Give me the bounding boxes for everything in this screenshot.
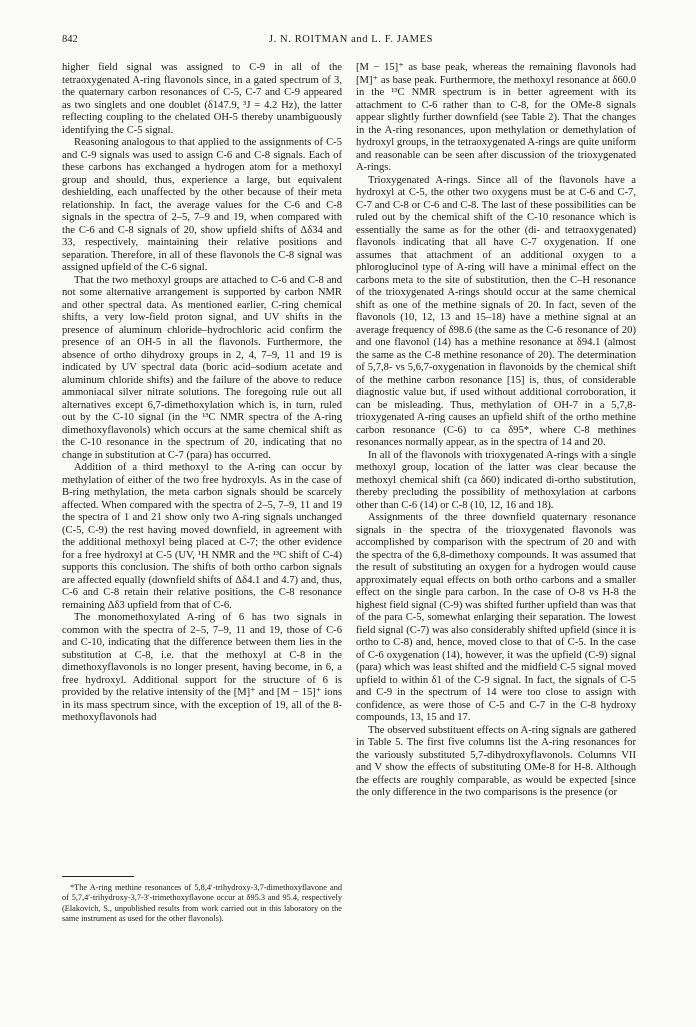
footnote: *The A-ring methine resonances of 5,8,4′-trihydroxy-3,7-dimethoxyflavone and of 5,7,4′-trihydroxy-3,7-3′-trimethoxyflavone occur at δ95.3 and 95.4, respectively (Elakovich, S., unpublished results from work carried out in this laboratory on the same instrument as used for the other flavonols). — [62, 883, 342, 923]
paragraph: Assignments of the three downfield quaternary resonance signals in the spectra of the trioxygenated flavonols was accomplished by comparison with the spectrum of 20 and with the spectra of the 6,8-dimethoxy compounds. It was assumed that the result of substituting an oxygen for a hydrogen would cause approximately equal effects on both ortho carbons and a smaller effect on the single para carbon. In the case of O-8 vs H-8 the highest field signal (C-9) was shifted further upfield than was that of the para C-5, somewhat enlarging their separation. The lowest field signal (C-7) was also considerably shifted upfield (since it is ortho to C-8) and, hence, moved close to that of C-5. In the case of C-6 oxygenation (14), however, it was the upfield (C-9) signal (para) which was least shifted and the midfield C-5 signal moved upfield to within δ1 of the C-9 signal. In fact, the signals of C-5 and C-9 in the spectrum of 14 were too close to assign with confidence, as were those of C-5 and C-7 in the C-8 hydroxy compounds, 13, 15 and 17. — [356, 512, 636, 723]
paragraph: Trioxygenated A-rings. Since all of the flavonols have a hydroxyl at C-5, the other two oxygens must be at C-6 and C-7, C-7 and C-8 or C-6 and C-8. The last of these possibilities can be ruled out by the chemical shift of the C-10 resonance which is essentially the same as for the other (di- and tetraoxygenated) flavonols indicating that all have C-7 oxygenation. If one assumes that attachment of an additional oxygen to a phloroglucinol type of A-ring will have a minimal effect on the carbons meta to the site of substitution, then the C–H resonance of the trioxygenated A-rings should occur at the same chemical shift as one of the methine signals of 20. In fact, seven of the flavonols (10, 12, 13 and 15–18) have a methine signal at an average frequency of δ98.6 (the same as the C-6 resonance of 20) and one flavonol (14) has a methine resonance at δ94.1 (almost the same as the C-8 methine resonance of 20). The determination of 5,7,8- vs 5,6,7-oxygenation in flavonoids by the chemical shift of the methine carbon resonance [15] is, thus, of considerable diagnostic value but, if used without additional corroboration, it can be misleading. Thus, methylation of OH-7 in a 5,7,8-trioxygenated A-ring causes an upfield shift of the ortho methine carbon resonance (C-6) to ca δ95*, where C-8 methines resonances normally appear, as in the spectra of 14 and 20. — [356, 174, 636, 448]
paragraph: The observed substituent effects on A-ring signals are gathered in Table 5. The first five columns list the A-ring resonances for the variously substituted 5,7-dihydroxyflavonols. Columns VII and V show the effects of substituting OMe-8 for H-8. Although the effects are roughly comparable, as would be expected [since the only difference in the two comparisons is the presence (or — [356, 724, 636, 798]
paragraph: That the two methoxyl groups are attached to C-6 and C-8 and not some alternative arrangement is supported by carbon NMR and other spectral data. As mentioned earlier, C-ring chemical shifts, a very low-field proton signal, and UV shifts in the presence of aluminum chloride–hydrochloric acid confirm the presence of an OH-5 in all the flavonols. Furthermore, the absence of ortho dihydroxy groups in 2, 4, 7–9, 11 and 19 is indicated by UV spectral data (boric acid–sodium acetate and aluminum chloride shifts) and the failure of the above to reduce ammoniacal silver nitrate solutions. The foregoing rule out all alternatives except 6,7-dimethoxylation which is, in turn, ruled out by the C-10 signal (in the ¹³C NMR spectra of the A-ring dimethoxyflavonols) which occurs at the same chemical shift as the C-10 resonance in the spectrum of 20, indicating that no change in substitution at C-7 (para) has occurred. — [62, 274, 342, 461]
page-header — [62, 34, 640, 48]
paragraph: Reasoning analogous to that applied to the assignments of C-5 and C-9 signals was used to assign C-6 and C-8 signals. Each of these carbons has exchanged a hydrogen atom for a methoxyl group and should, thus, experience a large, but equivalent deshielding, each unaffected by the other because of their meta relationship. In fact, the average values for the C-6 and C-8 signals in the spectra of 2–5, 7–9 and 19, when compared with the C-6 and C-8 signals of 20, show upfield shifts of Δδ34 and 33, respectively, maintaining their relative positions and separation. Therefore, in all of these flavonols the C-8 signal was assigned upfield of the C-6 signal. — [62, 137, 342, 273]
right-column — [356, 62, 636, 800]
paragraph: In all of the flavonols with trioxygenated A-rings with a single methoxyl group, location of the latter was clear because the methoxyl chemical shift (ca δ60) indicated di-ortho substitution, thereby precluding the possibility of methoxylation at carbons other than C-6 (14) or C-8 (10, 12, 16 and 18). — [356, 449, 636, 511]
footnote-rule — [62, 876, 134, 877]
left-column — [62, 62, 342, 725]
paragraph: [M − 15]⁺ as base peak, whereas the remaining flavonols had [M]⁺ as base peak. Furthermore, the methoxyl resonance at δ60.0 in the ¹³C NMR spectrum is in better agreement with its attachment to C-6 rather than to C-8, for the OMe-8 signals appear slightly further downfield (see Table 2). That the changes in the A-ring resonances, upon methylation or demethylation of hydroxyl groups, in the tetraoxygenated A-rings are quite uniform and reasonable can be seen after discussion of the trioxygenated A-rings. — [356, 62, 636, 173]
running-head: J. N. ROITMAN and L. F. JAMES — [268, 34, 434, 45]
paragraph: higher field signal was assigned to C-9 in all of the tetraoxygenated A-ring flavonols since, in a gated spectrum of 3, the quaternary carbon resonances of C-5, C-7 and C-9 appeared as two singlets and one doublet (δ147.9, ³J = 4.2 Hz), the latter reflecting coupling to the chelated OH-5 thereby unambiguously identifying the C-5 signal. — [62, 62, 342, 136]
paragraph: The monomethoxylated A-ring of 6 has two signals in common with the spectra of 2–5, 7–9, 11 and 19, those of C-6 and C-10, indicating that the difference between them lies in the substitution at C-8, i.e. that the methoxyl at C-8 in the dimethoxyflavonols is no longer present, having become, in 6, a free hydroxyl. Additional support for the structure of 6 is provided by the relative intensity of the [M]⁺ and [M − 15]⁺ ions in its mass spectrum since, with the exception of 19, all of the 8-methoxyflavonols had — [62, 612, 342, 723]
paragraph: Addition of a third methoxyl to the A-ring can occur by methylation of either of the two free hydroxyls. As in the case of B-ring methylation, the meta carbon signals should be scarcely affected. When compared with the spectra of 2–5, 7–9, 11 and 19 the spectra of 1 and 21 show only two A-ring signals unchanged (C-5, C-9) the rest having moved downfield, in agreement with the additional methoxyl being placed at C-7; the other evidence for a free hydroxyl at C-5 (UV, ¹H NMR and the ¹³C shift of C-4) supports this conclusion. The shifts of both ortho carbon signals are affected equally (downfield shifts of Δδ4.1 and 4.7) and, thus, C-6 and C-8 retain their relative positions, the C-8 resonance remaining Δδ3 upfield from that of C-6. — [62, 462, 342, 611]
page-number: 842 — [62, 34, 78, 45]
